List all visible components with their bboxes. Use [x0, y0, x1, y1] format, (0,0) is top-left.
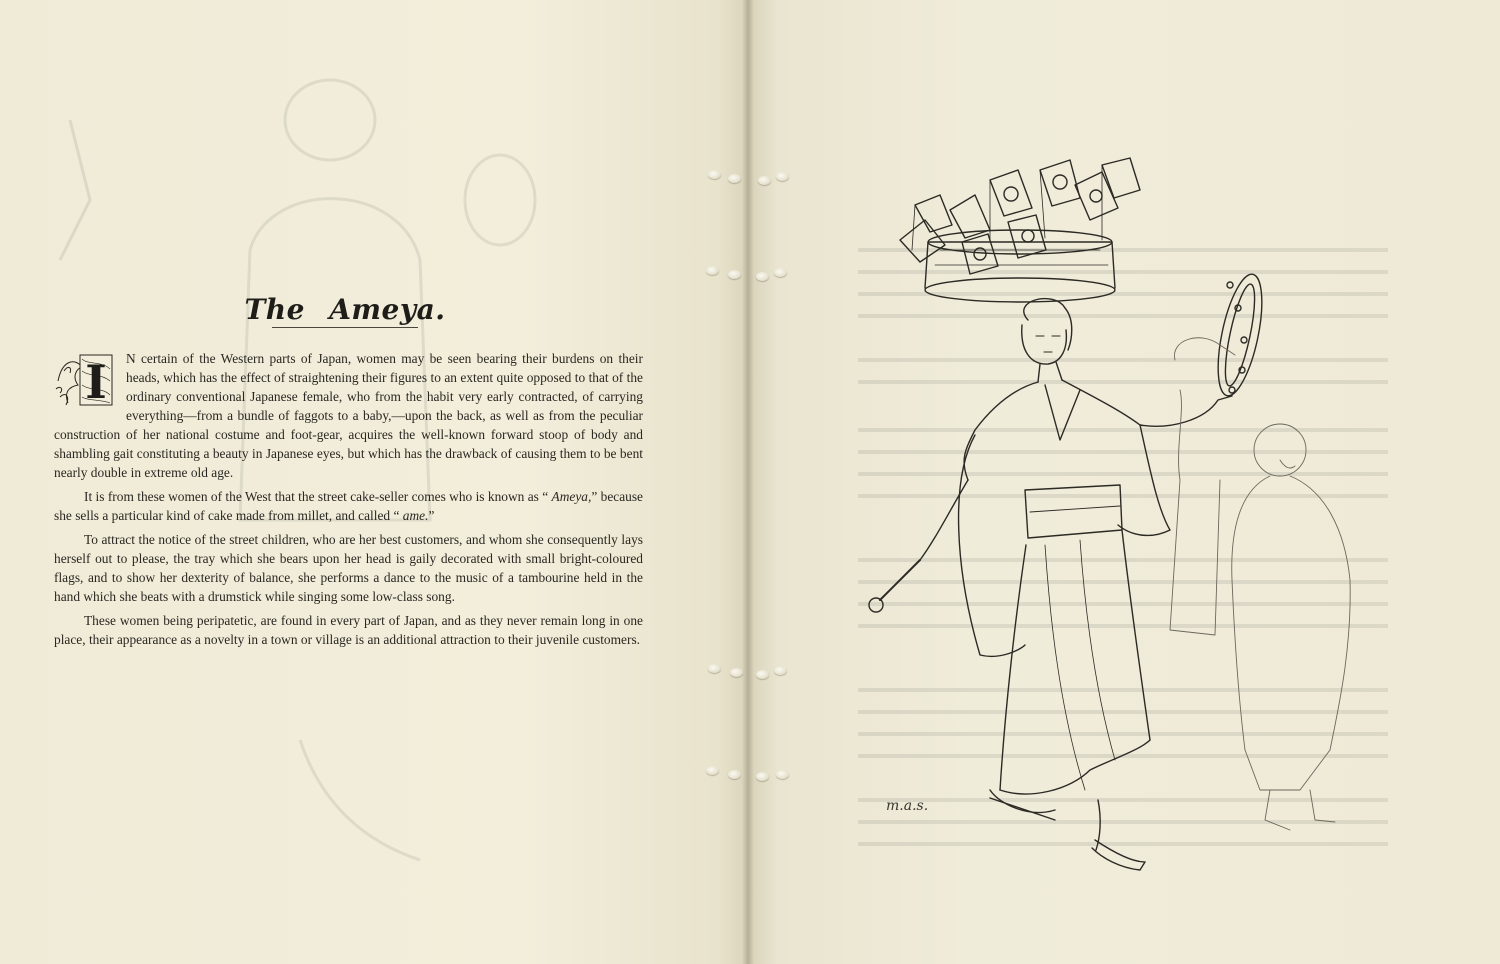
- binding-hole: [728, 174, 741, 183]
- binding-hole: [776, 770, 789, 779]
- paragraph-1: [54, 349, 643, 482]
- drumstick: [869, 480, 968, 612]
- paragraph-3: To attract the notice of the street children, who are her best customers, and whom she consequently lays herself out to please, the tray which she bears upon her head is gaily decorated with small bright-coloured flags, and to show her dexterity of balance, she performs a dance to the music of a tambourine held in the hand which she beats with a drumstick while singing some low-class song.: [54, 532, 643, 604]
- binding-hole: [776, 172, 789, 181]
- binding-hole: [708, 664, 721, 673]
- ornamental-dropcap: [54, 351, 118, 409]
- tray-with-flags: [900, 158, 1140, 302]
- binding-hole: [758, 176, 771, 185]
- dropcap-letter: I: [85, 355, 107, 409]
- page-title: The Ameya.: [244, 292, 446, 326]
- title-rule: [272, 327, 418, 328]
- binding-hole: [774, 666, 787, 675]
- book-gutter: [742, 0, 754, 964]
- left-page: [0, 0, 748, 964]
- paragraph-4: These women being peripatetic, are found in every part of Japan, and as they never remain long in one place, their appearance as a novelty in a town or village is an additional attraction to their juvenile customers.: [54, 613, 643, 647]
- term-ameya: Ameya,: [551, 489, 592, 504]
- artist-signature: m.a.s.: [886, 798, 929, 814]
- tambourine: [1210, 271, 1271, 400]
- paragraph-2-text-c: ”: [428, 508, 435, 523]
- binding-hole: [756, 272, 769, 281]
- binding-hole: [706, 266, 719, 275]
- body-text: [54, 349, 643, 654]
- binding-hole: [706, 766, 719, 775]
- woman-kimono: [959, 380, 1232, 870]
- binding-hole: [756, 772, 769, 781]
- paragraph-1-text: N certain of the Western parts of Japan, women may be seen bearing their burdens on their heads, which has the effect of straightening their figures to an extent quite opposed to that of the ordinary conventional Japanese female, who from the habit very early contracted, of carrying everything—from a bundle of faggots to a baby,—upon the back, as well as from the peculiar construction of her national costume and foot-gear, acquires the well-known forward stoop of body and shambling gait constituting a beauty in Japanese eyes, but which has the drawback of causing them to be bent nearly double in extreme old age.: [54, 351, 643, 480]
- paragraph-2: [54, 487, 643, 525]
- paragraph-2-text-a: It is from these women of the West that the street cake-seller comes who is known as “: [84, 489, 552, 504]
- background-figures: [1170, 338, 1350, 830]
- binding-hole: [728, 770, 741, 779]
- term-ame: ame.: [402, 508, 429, 523]
- ameya-illustration: [840, 150, 1380, 890]
- binding-hole: [728, 270, 741, 279]
- binding-hole: [756, 670, 769, 679]
- binding-hole: [730, 668, 743, 677]
- woman-head: [1022, 299, 1072, 382]
- binding-hole: [708, 170, 721, 179]
- binding-hole: [774, 268, 787, 277]
- paragraph-2-text-b: ” because she sells a particular kind of cake made from millet, and called “: [54, 489, 643, 523]
